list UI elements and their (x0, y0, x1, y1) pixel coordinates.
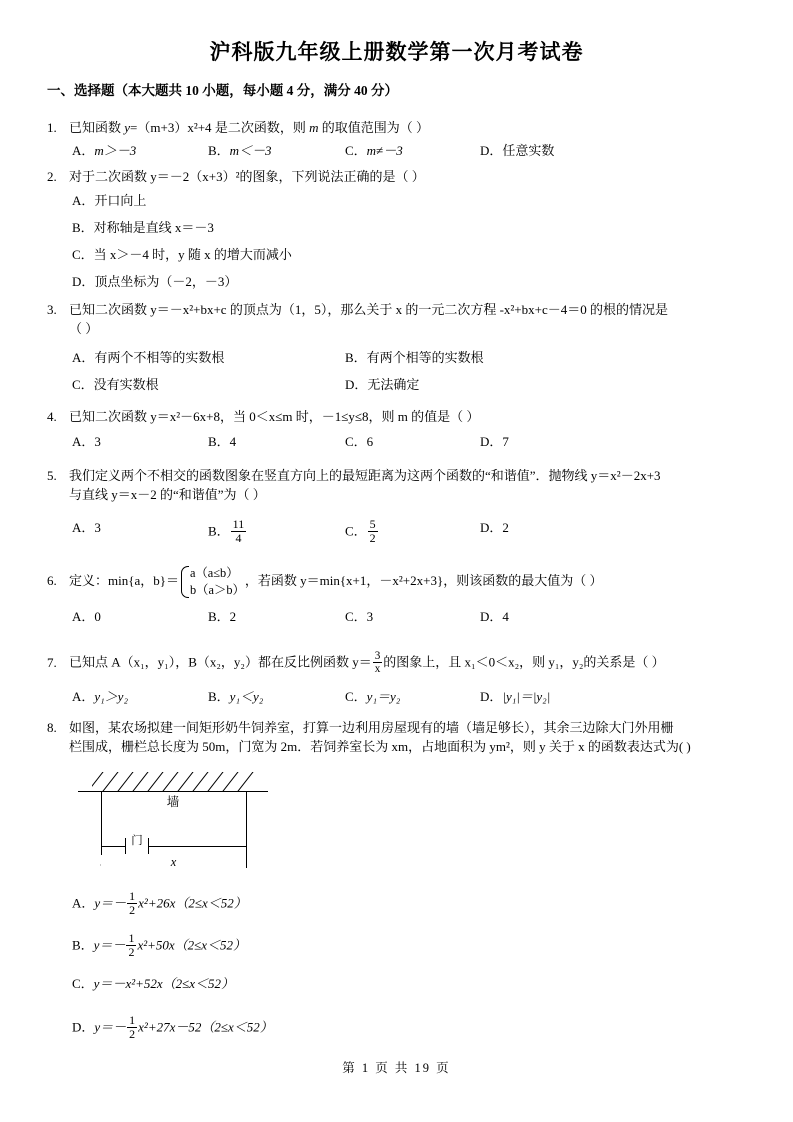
fraction: $\frac{5}{2}$ (369, 517, 376, 545)
question-1-stem: 1. 已知函数 y=（m+3）x²+4 是二次函数，则 m 的取值范围为（ ） (47, 120, 429, 135)
question-4 (47, 407, 757, 454)
option-b[interactable]: B．m＜－3 (208, 143, 272, 158)
option-d[interactable]: D．2 (480, 520, 509, 535)
option-c[interactable]: C．6 (345, 434, 374, 449)
fraction: $\frac{11}{4}$ (232, 517, 245, 545)
question-8-stem-line1: 8. 如图，某农场拟建一间矩形奶牛饲养室，打算一边利用房屋现有的墙（墙足够长），其余三边除大门外用栅 (47, 720, 674, 735)
option-b[interactable]: B．y₁＜y₂ (208, 689, 264, 704)
dimension-line (101, 855, 246, 869)
option-b[interactable]: B．4 (208, 434, 237, 449)
section-heading: 一、选择题（本大题共 10 小题，每小题 4 分，满分 40 分） (47, 83, 398, 98)
option-c[interactable]: C．3 (345, 609, 374, 624)
right-fence-side (246, 791, 247, 847)
barn-diagram (78, 772, 268, 877)
option-a[interactable]: A．3 (72, 434, 101, 449)
option-c[interactable]: C．当 x＞－4 时，y 随 x 的增大而减小 (72, 247, 292, 262)
option-b[interactable]: B．对称轴是直线 x＝－3 (72, 220, 214, 235)
question-7-options (47, 687, 757, 709)
question-3-stem-line2: （ ） (69, 321, 99, 336)
option-c[interactable]: C．没有实数根 (72, 377, 159, 392)
option-a[interactable]: A．3 (72, 520, 101, 535)
fence-segment-left (101, 846, 125, 847)
page-footer: 第 1 页 共 19 页 (342, 1061, 451, 1075)
question-8 (47, 718, 757, 756)
option-d[interactable]: D．任意实数 (480, 143, 555, 158)
question-3 (47, 300, 757, 397)
left-fence-side (101, 791, 102, 847)
question-7 (47, 650, 757, 709)
question-4-stem: 4. 已知二次函数 y＝x²－6x+8，当 0＜x≤m 时，－1≤y≤8，则 m 的值是（ ） (47, 409, 480, 424)
wall-label: 墙 (166, 795, 180, 809)
question-5-stem-line2: 与直线 y＝x－2 的“和谐值”为（ ） (69, 487, 266, 502)
option-d[interactable]: D．4 (480, 609, 509, 624)
question-6-stem: 6. 定义：min{a，b}＝ a（a≤b） b（a＞b） ，若函数 y＝min{x+1，－x²+2x+3}，则该函数的最大值为（ ） (47, 566, 603, 597)
option-a[interactable]: A．m＞－3 (72, 143, 137, 158)
option-d[interactable]: D．|y₁|＝|y₂| (480, 689, 551, 704)
option-a[interactable]: A．y₁＞y₂ (72, 689, 128, 704)
question-6-options (47, 607, 757, 629)
option-c[interactable]: C．m≠－3 (345, 143, 403, 158)
option-b[interactable]: B．y＝－ $\frac{1}{2}$ x²+50x（2≤x＜52） (72, 931, 247, 959)
question-3-options-row1 (47, 348, 757, 370)
question-4-options (47, 432, 757, 454)
option-d[interactable]: D．7 (480, 434, 509, 449)
option-a[interactable]: A．0 (72, 609, 101, 624)
question-6 (47, 565, 757, 629)
option-c[interactable]: C． $\frac{5}{2}$ (345, 517, 376, 545)
option-d[interactable]: D．y＝－ $\frac{1}{2}$ x²+27x－52（2≤x＜52） (72, 1013, 273, 1041)
fence-segment-right (149, 846, 246, 847)
question-7-stem: 7. 已知点 A（x₁，y₁），B（x₂，y₂）都在反比例函数 y＝ $\frac{3}{x}$ 的图象上，且 x₁＜0＜x₂，则 y₁，y₂的关系是（ ） (47, 650, 665, 676)
question-2-stem: 2. 对于二次函数 y＝－2（x+3）²的图象，下列说法正确的是（ ） (47, 169, 425, 184)
question-2 (47, 167, 757, 299)
fraction: $\frac{1}{2}$ (128, 931, 135, 959)
question-3-stem-line1: 3. 已知二次函数 y＝－x²+bx+c 的顶点为（1，5），那么关于 x 的一元二次方程 -x²+bx+c－4＝0 的根的情况是 (47, 302, 668, 317)
question-8-stem-line2: 栏围成，栅栏总长度为 50m，门宽为 2m．若饲养室长为 xm，占地面积为 ym²，则 y 关于 x 的函数表达式为( ) (69, 739, 691, 754)
option-d[interactable]: D．无法确定 (345, 377, 420, 392)
question-8-options (47, 890, 757, 1056)
wall-hatching (92, 772, 256, 791)
page-title: 沪科版九年级上册数学第一次月考试卷 (209, 40, 584, 64)
question-3-options-row2 (47, 375, 757, 397)
option-d[interactable]: D．顶点坐标为（－2，－3） (72, 274, 238, 289)
question-1 (47, 118, 757, 163)
option-b[interactable]: B． $\frac{11}{4}$ (208, 517, 245, 545)
question-5-stem-line1: 5. 我们定义两个不相交的函数图象在竖直方向上的最短距离为这两个函数的“和谐值”．抛物线 y＝x²－2x+3 (47, 468, 661, 483)
option-b[interactable]: B．有两个相等的实数根 (345, 350, 484, 365)
piecewise-brace: a（a≤b） b（a＞b） (179, 565, 245, 599)
question-5 (47, 466, 757, 548)
option-a[interactable]: A．开口向上 (72, 193, 147, 208)
option-c[interactable]: C．y＝－x²+52x（2≤x＜52） (72, 976, 235, 991)
option-c[interactable]: C．y₁＝y₂ (345, 689, 401, 704)
option-b[interactable]: B．2 (208, 609, 237, 624)
fraction: $\frac{3}{x}$ (374, 650, 381, 676)
question-1-options (47, 141, 757, 163)
option-a[interactable]: A．y＝－ $\frac{1}{2}$ x²+26x（2≤x＜52） (72, 889, 247, 917)
option-a[interactable]: A．有两个不相等的实数根 (72, 350, 225, 365)
door-label: 门 (131, 835, 143, 847)
question-5-options (47, 518, 757, 548)
fraction: $\frac{1}{2}$ (129, 1013, 136, 1041)
dimension-label: x (101, 855, 246, 870)
fraction: $\frac{1}{2}$ (129, 889, 136, 917)
